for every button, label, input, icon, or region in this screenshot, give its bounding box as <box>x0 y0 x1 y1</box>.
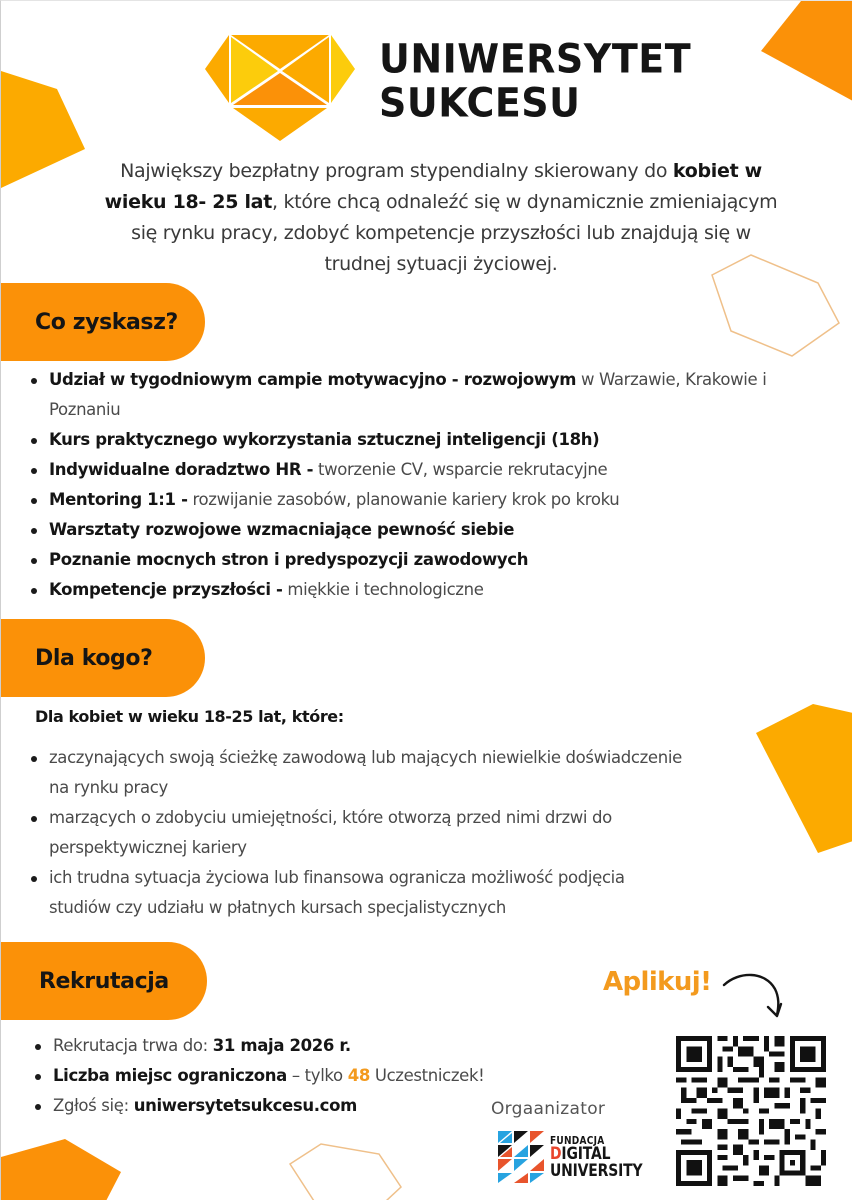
list-item: marzących o zdobyciu umiejętności, które otworzą przed nimi drzwi do perspektywicznej kariery <box>29 803 689 863</box>
logo-mark-icon <box>205 31 355 143</box>
shape-left-top <box>1 71 85 188</box>
list-item: zaczynających swoją ścieżkę zawodową lub mających niewielkie doświadczenie na rynku pracy <box>29 743 689 803</box>
list-item: Warsztaty rozwojowe wzmacniające pewność siebie <box>29 515 799 545</box>
shape-right-middle <box>756 704 852 853</box>
list-item: Mentoring 1:1 - rozwijanie zasobów, planowanie kariery krok po kroku <box>29 485 799 515</box>
intro-text-2: , które chcą odnaleźć się w dynamicznie zmieniającym się rynku pracy, zdobyć kompetencje przyszłości lub znajdują się w trudnej sytuacji życiowej. <box>131 191 778 275</box>
section-heading-audience <box>1 619 205 697</box>
list-item: Poznanie mocnych stron i predyspozycji zawodowych <box>29 545 799 575</box>
organizer-label: Orgaanizator <box>491 1099 606 1119</box>
recruitment-title: Rekrutacja <box>39 968 169 994</box>
logo-wordmark <box>379 37 691 125</box>
intro-paragraph <box>101 156 781 280</box>
shape-right-top <box>761 1 852 101</box>
list-item-deadline: Rekrutacja trwa do: 31 maja 2026 r. <box>33 1031 503 1061</box>
logo-line-2: SUKCESU <box>379 79 581 127</box>
recruitment-list <box>33 1031 503 1121</box>
audience-title: Dla kogo? <box>35 645 153 671</box>
organizer-logo <box>498 1131 663 1183</box>
list-item: Udział w tygodniowym campie motywacyjno - rozwojowym w Warzawie, Krakowie i Poznaniu <box>29 365 799 425</box>
intro-text-1: Największy bezpłatny program stypendialny skierowany do <box>120 160 673 182</box>
benefits-list <box>29 365 799 605</box>
digital-university-mark-icon <box>498 1131 546 1183</box>
qr-code-icon[interactable] <box>676 1036 826 1186</box>
list-item: Kompetencje przyszłości - miękkie i technologiczne <box>29 575 799 605</box>
list-item-apply: Zgłoś się: uniwersytetsukcesu.com <box>33 1091 503 1121</box>
apply-label: Aplikuj! <box>603 967 712 997</box>
logo-line-1: UNIWERSYTET <box>379 35 692 83</box>
benefits-title: Co zyskasz? <box>35 309 178 335</box>
shape-left-bottom <box>1 1139 121 1200</box>
audience-subtitle: Dla kobiet w wieku 18-25 lat, które: <box>35 707 344 726</box>
participant-count: 48 <box>347 1066 370 1085</box>
list-item: Kurs praktycznego wykorzystania sztucznej inteligencji (18h) <box>29 425 799 455</box>
outline-shape-bottom <box>290 1144 401 1200</box>
list-item: Indywidualne doradztwo HR - tworzenie CV, wsparcie rekrutacyjne <box>29 455 799 485</box>
list-item-limit: Liczba miejsc ograniczona – tylko 48 Uczestniczek! <box>33 1061 503 1091</box>
intro-highlight: kobiet w wieku 18- 25 lat <box>104 160 762 213</box>
section-heading-benefits <box>1 283 205 361</box>
section-heading-recruitment <box>1 942 207 1020</box>
audience-list <box>29 743 689 923</box>
curved-arrow-down-icon <box>721 969 783 1021</box>
apply-url-link[interactable]: uniwersytetsukcesu.com <box>133 1096 357 1115</box>
organizer-name: FUNDACJA DIGITAL UNIVERSITY <box>550 1133 643 1181</box>
list-item: ich trudna sytuacja życiowa lub finansowa ogranicza możliwość podjęcia studiów czy udziału w płatnych kursach specjalistycznych <box>29 863 689 923</box>
